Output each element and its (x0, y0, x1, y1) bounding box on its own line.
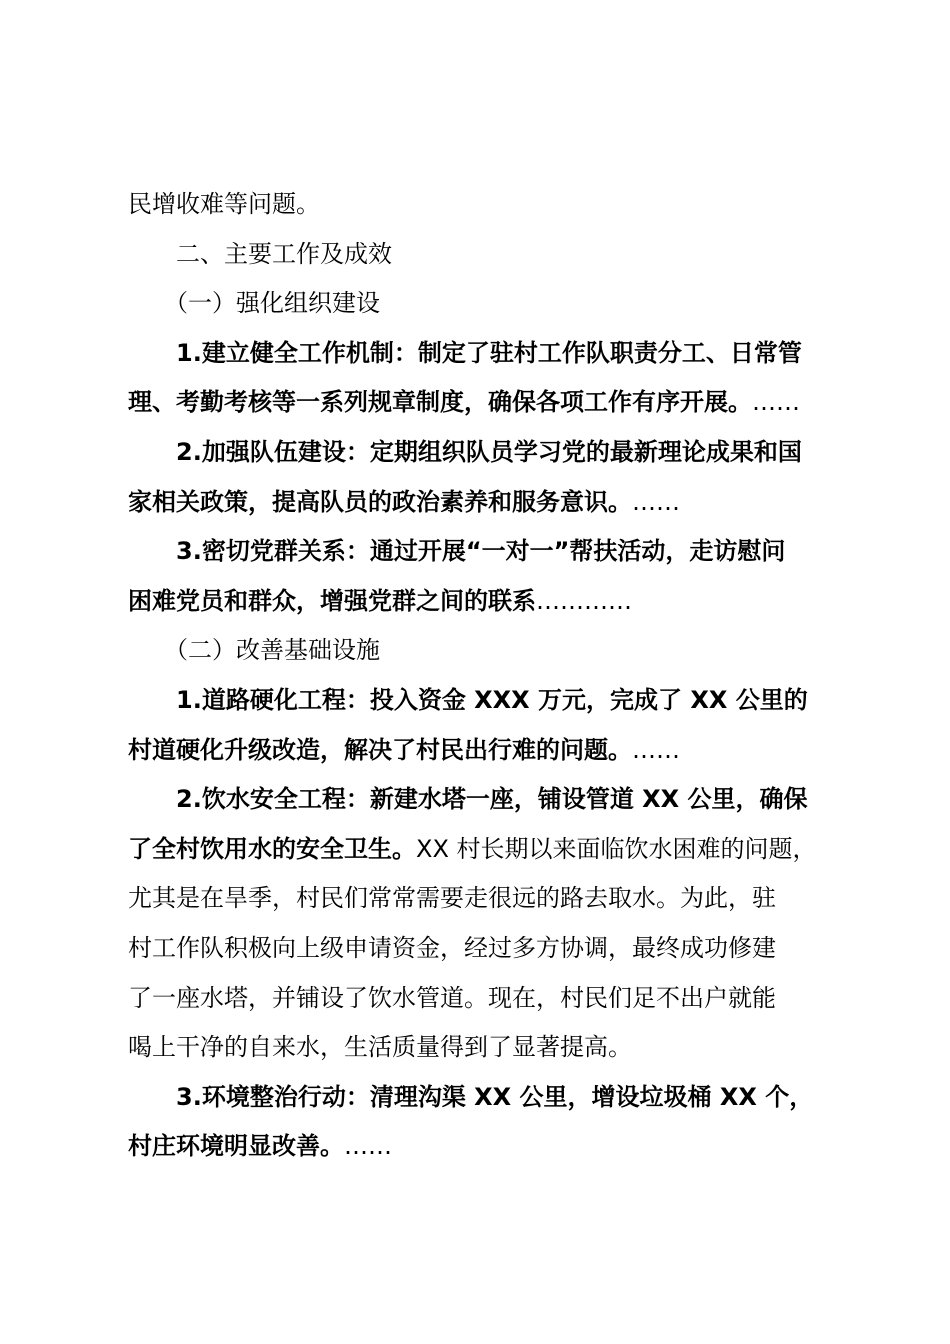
paragraph-line: 3.密切党群关系：通过开展“一对一”帮扶活动，走访慰问 (176, 537, 786, 566)
paragraph-line: 了一座水塔，并铺设了饮水管道。现在，村民们足不出户就能 (128, 983, 776, 1012)
paragraph-line: 理、考勤考核等一系列规章制度，确保各项工作有序开展。…… (128, 388, 800, 417)
paragraph-line: 尤其是在旱季，村民们常常需要走很远的路去取水。为此，驻 (128, 884, 776, 913)
paragraph-line: 3.环境整治行动：清理沟渠 XX 公里，增设垃圾桶 XX 个， (176, 1082, 814, 1111)
paragraph-line: 喝上干净的自来水，生活质量得到了显著提高。 (128, 1033, 632, 1062)
paragraph-line: 困难党员和群众，增强党群之间的联系………… (128, 586, 632, 615)
paragraph-line: 民增收难等问题。 (128, 190, 320, 218)
paragraph-line: 2.加强队伍建设：定期组织队员学习党的最新理论成果和国 (176, 437, 802, 466)
paragraph-line: 村工作队积极向上级申请资金，经过多方协调，最终成功修建 (128, 933, 776, 962)
subsection-heading: （一）强化组织建设 (164, 289, 380, 318)
paragraph-line: 家相关政策，提高队员的政治素养和服务意识。…… (128, 487, 680, 516)
paragraph-line: 村道硬化升级改造，解决了村民出行难的问题。…… (128, 735, 680, 764)
paragraph-line: 1.道路硬化工程：投入资金 XXX 万元，完成了 XX 公里的 (176, 685, 808, 714)
document-page (128, 180, 848, 1172)
section-heading: 二、主要工作及成效 (176, 239, 392, 268)
paragraph-line: 村庄环境明显改善。…… (128, 1132, 392, 1161)
paragraph-line: 2.饮水安全工程：新建水塔一座，铺设管道 XX 公里，确保 (176, 785, 808, 814)
subsection-heading: （二）改善基础设施 (164, 636, 380, 665)
paragraph-line: 1.建立健全工作机制：制定了驻村工作队职责分工、日常管 (176, 338, 802, 367)
paragraph-line: 了全村饮用水的安全卫生。XX 村长期以来面临饮水困难的问题， (128, 834, 817, 863)
